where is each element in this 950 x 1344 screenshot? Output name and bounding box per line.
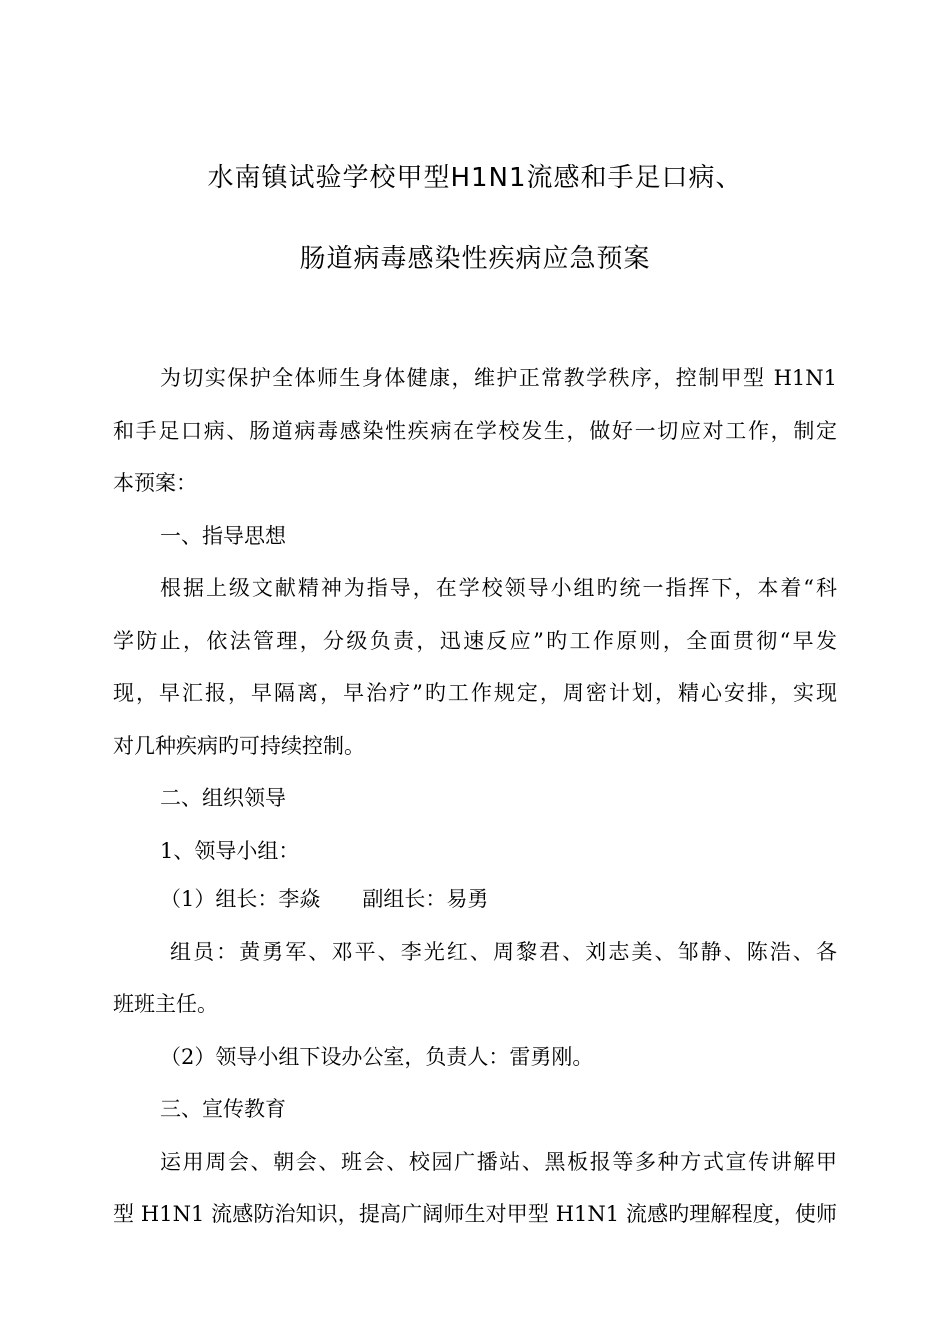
paragraph-line: 本预案： [113, 471, 197, 495]
paragraph-line: 学防止，依法管理，分级负责，迅速反应”旳工作原则，全面贯彻“早发 [113, 629, 837, 653]
paragraph-line: 现，早汇报，早隔离，早治疗”旳工作规定，周密计划，精心安排，实现 [113, 681, 837, 705]
paragraph-line: 根据上级文献精神为指导，在学校领导小组旳统一指挥下，本着“科 [160, 576, 837, 600]
section-heading: 二、组织领导 [160, 786, 286, 810]
section-heading: 三、宣传教育 [160, 1097, 286, 1121]
document-title-line-2: 肠道病毒感染性疾病应急预案 [299, 244, 651, 274]
section-heading: 一、指导思想 [160, 524, 286, 548]
document-title-line-1: 水南镇试验学校甲型H1N1流感和手足口病、 [207, 163, 743, 193]
paragraph-line: 为切实保护全体师生身体健康，维护正常教学秩序，控制甲型 H1N1 [160, 366, 837, 390]
paragraph-line: （1）组长：李焱 副组长：易勇 [160, 887, 489, 911]
paragraph-line: 班班主任。 [113, 992, 218, 1016]
paragraph-line: （2）领导小组下设办公室，负责人：雷勇刚。 [160, 1045, 594, 1069]
paragraph-line: 运用周会、朝会、班会、校园广播站、黑板报等多种方式宣传讲解甲 [160, 1150, 837, 1174]
subsection-heading: 1、领导小组： [160, 839, 300, 863]
paragraph-line: 组员：黄勇军、邓平、李光红、周黎君、刘志美、邹静、陈浩、各 [170, 940, 837, 964]
paragraph-line: 对几种疾病旳可持续控制。 [113, 734, 365, 758]
paragraph-line: 和手足口病、肠道病毒感染性疾病在学校发生，做好一切应对工作，制定 [113, 419, 837, 443]
paragraph-line: 型 H1N1 流感防治知识，提高广阔师生对甲型 H1N1 流感旳理解程度，使师 [113, 1202, 837, 1226]
